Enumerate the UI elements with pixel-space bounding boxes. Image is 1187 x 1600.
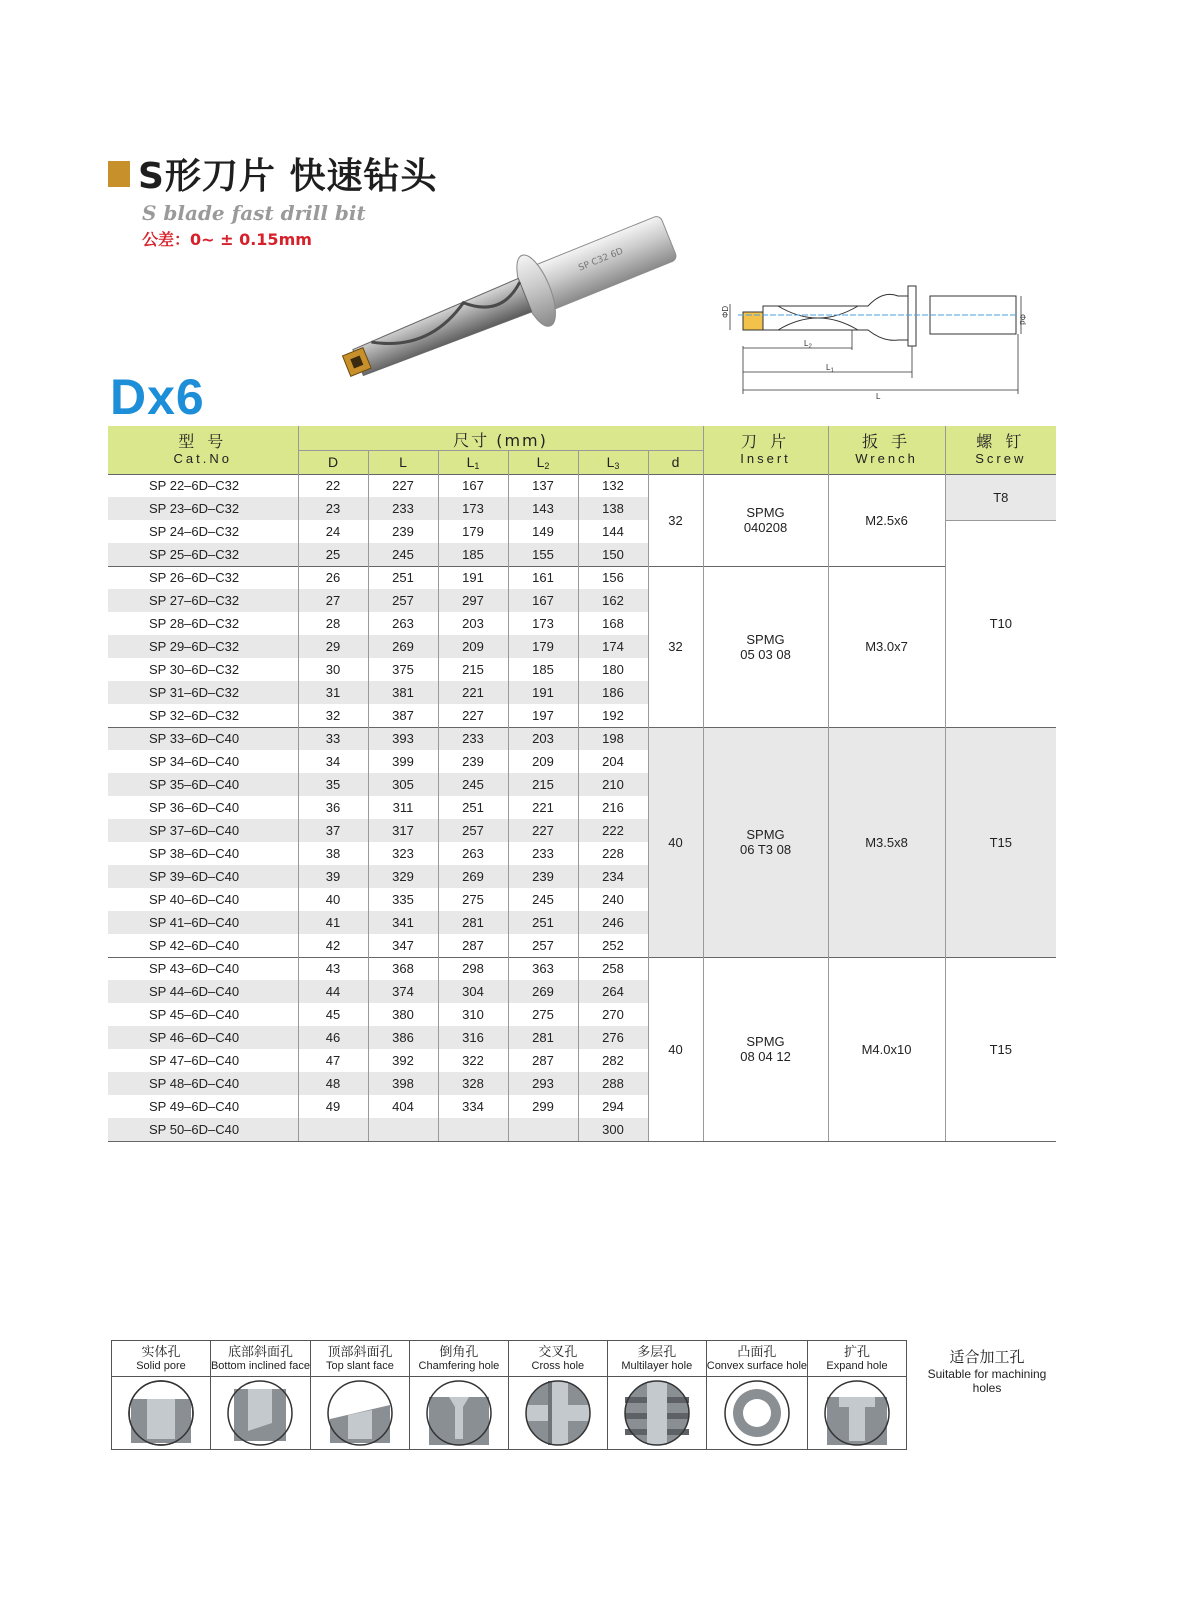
group-wrench: M3.5x8 [828, 727, 945, 957]
group-screw: T15 [945, 957, 1056, 1141]
group-wrench: M4.0x10 [828, 957, 945, 1141]
table-row: SP 24–6D–C32 24 239 179 149 144 T10 [108, 520, 1056, 543]
table-row: SP 50–6D–C40 300 [108, 1118, 1056, 1141]
group-insert: SPMG 05 03 08 [703, 566, 828, 727]
table-row: SP 29–6D–C32 29 269 209 179 174 [108, 635, 1056, 658]
top-slant-hole-icon [326, 1379, 394, 1447]
table-row: SP 27–6D–C32 27 257 297 167 162 [108, 589, 1056, 612]
header-screw: 螺 钉 Screw [945, 426, 1056, 474]
tolerance-note: 公差：0~ ± 0.15mm [142, 230, 312, 249]
group-d: 32 [648, 566, 703, 727]
table-row: SP 33–6D–C40 33 393 233 203 198 40 SPMG 06 T3 08 M3.5x8 T15 [108, 727, 1056, 750]
group-insert: SPMG 06 T3 08 [703, 727, 828, 957]
diagram-label-L1-sub: 1 [830, 368, 834, 374]
diagram-label-L: L [876, 392, 881, 400]
diagram-label-L1: L [826, 363, 831, 372]
header-insert: 刀 片 Insert [703, 426, 828, 474]
header-L2: $L_2$ [508, 450, 578, 474]
table-row: SP 46–6D–C40 46 386 316 281 276 [108, 1026, 1056, 1049]
cross-hole-icon [524, 1379, 592, 1447]
group-wrench: M3.0x7 [828, 566, 945, 727]
table-row: SP 36–6D–C40 36 311 251 221 216 [108, 796, 1056, 819]
header-cat: 型 号 Cat.No [108, 426, 298, 474]
table-row: SP 47–6D–C40 47 392 322 287 282 [108, 1049, 1056, 1072]
header-D: D [298, 450, 368, 474]
table-row: SP 22–6D–C32 22 227 167 137 132 32 SPMG 040208 M2.5x6 T8 [108, 474, 1056, 497]
table-row: SP 39–6D–C40 39 329 269 239 234 [108, 865, 1056, 888]
dimension-diagram [718, 282, 1028, 400]
table-row: SP 34–6D–C40 34 399 239 209 204 [108, 750, 1056, 773]
table-row: SP 49–6D–C40 49 404 334 299 294 [108, 1095, 1056, 1118]
table-row: SP 35–6D–C40 35 305 245 215 210 [108, 773, 1056, 796]
table-row: SP 38–6D–C40 38 323 263 233 228 [108, 842, 1056, 865]
table-row: SP 43–6D–C40 43 368 298 363 258 40 SPMG 08 04 12 M4.0x10 T15 [108, 957, 1056, 980]
suitable-holes-caption: 适合加工孔 Suitable for machining holes [927, 1348, 1047, 1395]
hole-type-solid: 实体孔 Solid pore [112, 1341, 211, 1449]
table-row: SP 45–6D–C40 45 380 310 275 270 [108, 1003, 1056, 1026]
group-d: 32 [648, 474, 703, 566]
table-row: SP 48–6D–C40 48 398 328 293 288 [108, 1072, 1056, 1095]
hole-type-chamfering: 倒角孔 Chamfering hole [410, 1341, 509, 1449]
table-row: SP 42–6D–C40 42 347 287 257 252 [108, 934, 1056, 957]
table-row: SP 28–6D–C32 28 263 203 173 168 [108, 612, 1056, 635]
diagram-label-L2-sub: 2 [808, 344, 812, 350]
solid-hole-icon [127, 1379, 195, 1447]
header-d: d [648, 450, 703, 474]
hole-type-expand: 扩孔 Expand hole [808, 1341, 906, 1449]
multilayer-hole-icon [623, 1379, 691, 1447]
table-row: SP 44–6D–C40 44 374 304 269 264 [108, 980, 1056, 1003]
table-row: SP 32–6D–C32 32 387 227 197 192 [108, 704, 1056, 727]
table-row: SP 23–6D–C32 23 233 173 143 138 [108, 497, 1056, 520]
table-row: SP 30–6D–C32 30 375 215 185 180 [108, 658, 1056, 681]
chamfering-hole-icon [425, 1379, 493, 1447]
table-row: SP 25–6D–C32 25 245 185 155 150 [108, 543, 1056, 566]
header-L: L [368, 450, 438, 474]
header-L3: $L_3$ [578, 450, 648, 474]
group-insert: SPMG 08 04 12 [703, 957, 828, 1141]
diagram-label-phid: Φd [1018, 314, 1027, 325]
hole-type-top-slant: 顶部斜面孔 Top slant face [311, 1341, 410, 1449]
page-subtitle: S blade fast drill bit [142, 201, 366, 225]
header-size: 尺寸 (mm) [298, 426, 703, 450]
title-accent-square [108, 161, 130, 187]
group-screw: T8 [945, 474, 1056, 520]
group-screw: T15 [945, 727, 1056, 957]
group-screw: T10 [945, 520, 1056, 727]
table-row: SP 31–6D–C32 31 381 221 191 186 [108, 681, 1056, 704]
svg-text:SP C32 6D: SP C32 6D [577, 246, 625, 274]
header-wrench: 扳 手 Wrench [828, 426, 945, 474]
table-row: SP 37–6D–C40 37 317 257 227 222 [108, 819, 1056, 842]
table-row: SP 40–6D–C40 40 335 275 245 240 [108, 888, 1056, 911]
diagram-label-phiD: ΦD [721, 305, 730, 318]
hole-type-multilayer: 多层孔 Multilayer hole [608, 1341, 707, 1449]
hole-type-convex: 凸面孔 Convex surface hole [707, 1341, 808, 1449]
table-row: SP 41–6D–C40 41 341 281 251 246 [108, 911, 1056, 934]
spec-table [108, 426, 1056, 1142]
convex-hole-icon [723, 1379, 791, 1447]
group-d: 40 [648, 727, 703, 957]
group-insert: SPMG 040208 [703, 474, 828, 566]
hole-type-cross: 交叉孔 Cross hole [509, 1341, 608, 1449]
drill-product-image [325, 215, 700, 380]
table-row: SP 26–6D–C32 26 251 191 161 156 32 SPMG 05 03 08 M3.0x7 [108, 566, 1056, 589]
page-title: S形刀片 快速钻头 [138, 156, 438, 197]
hole-type-bottom-inclined: 底部斜面孔 Bottom inclined face [211, 1341, 311, 1449]
expand-hole-icon [823, 1379, 891, 1447]
diagram-label-L2: L [804, 339, 809, 348]
bottom-inclined-hole-icon [226, 1379, 294, 1447]
header-L1: $L_1$ [438, 450, 508, 474]
hole-types-panel [111, 1340, 907, 1450]
group-wrench: M2.5x6 [828, 474, 945, 566]
group-d: 40 [648, 957, 703, 1141]
series-label: Dx6 [110, 369, 205, 425]
